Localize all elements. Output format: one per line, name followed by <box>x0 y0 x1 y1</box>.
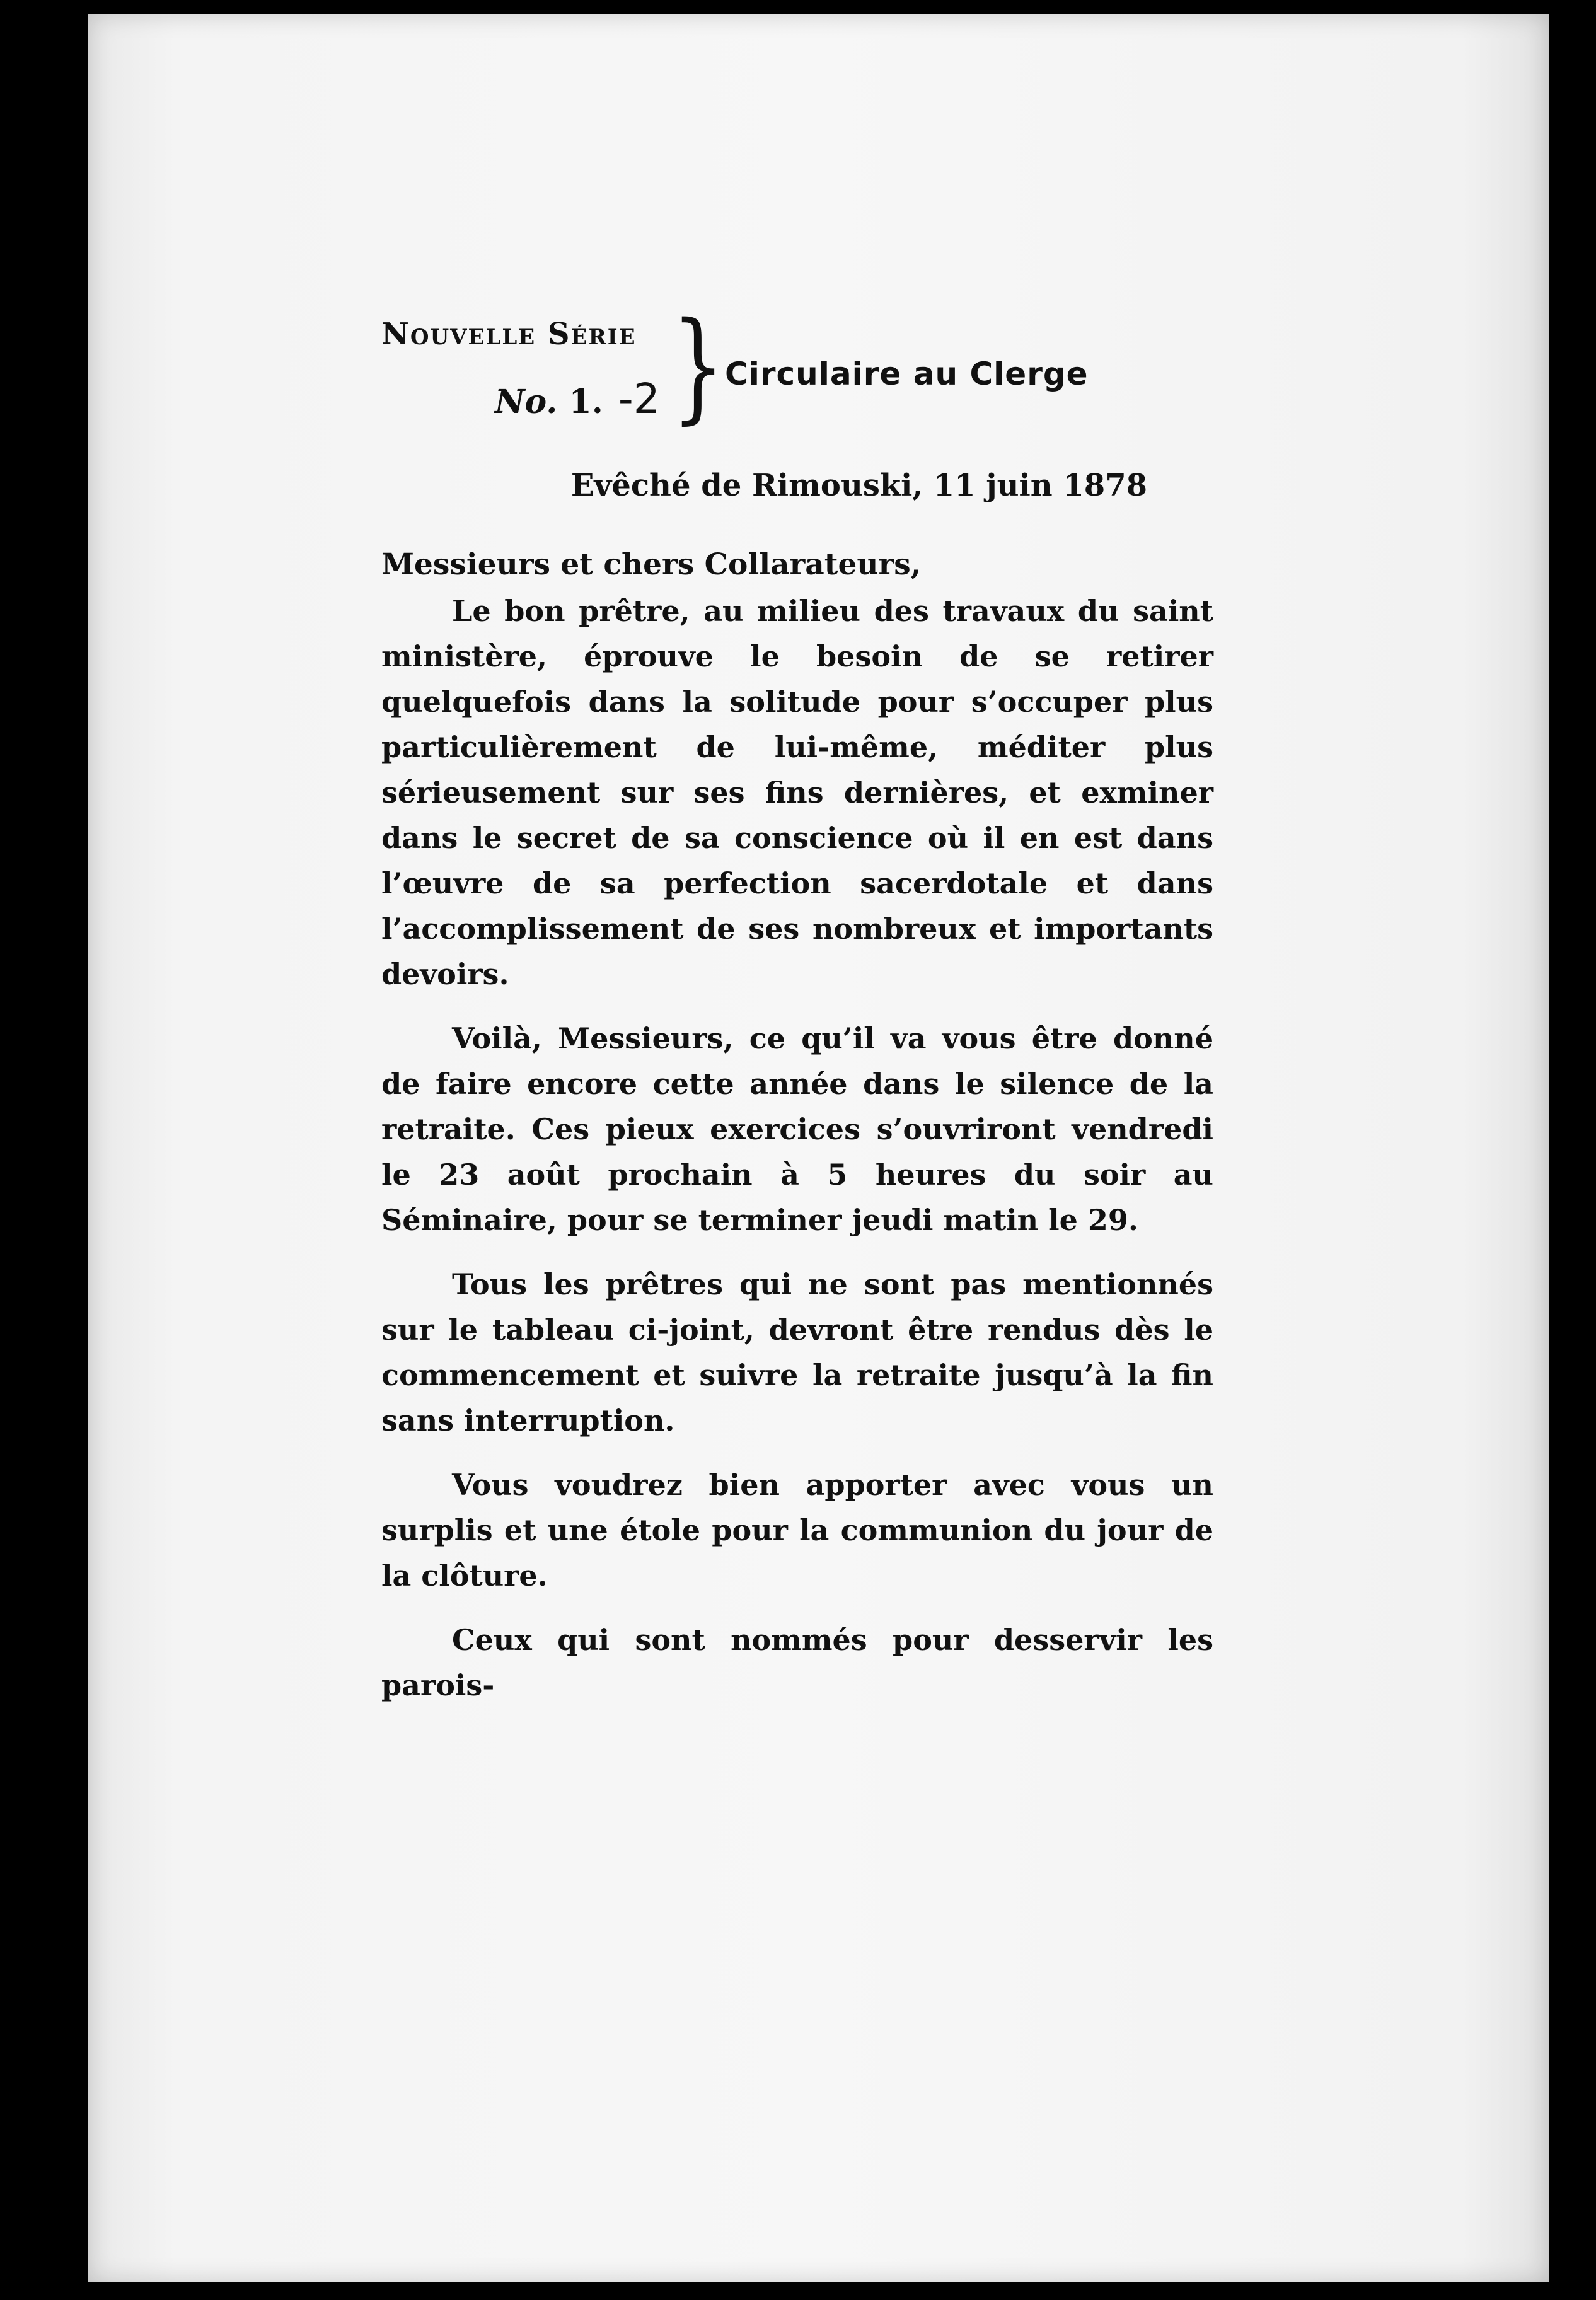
issue-number-line <box>495 375 660 423</box>
series-label: Nouvelle Série <box>381 317 637 352</box>
place-date-line: Evêché de Rimouski, 11 juin 1878 <box>570 468 1147 503</box>
issue-handwritten-annotation: -2 <box>618 375 660 423</box>
paper-page <box>88 14 1549 2282</box>
issue-number: 1. <box>569 383 603 421</box>
body-paragraph-2: Voilà, Messieurs, ce qu’il va vous être donné de faire encore cette année dans le silence de la retraite. Ces pieux exercices s’ouvriront vendredi le 23 août prochain à 5 heures du soir au Séminaire, pour se terminer jeudi matin le 29. <box>381 1021 1213 1237</box>
salutation: Messieurs et chers Collarateurs, <box>381 547 922 582</box>
bleed-through-texture <box>303 386 314 431</box>
body-paragraph-4: Vous voudrez bien apporter avec vous un surplis et une étole pour la communion du jour de la clôture. <box>381 1468 1213 1593</box>
body-paragraph-5: Ceux qui sont nommés pour desservir les parois- <box>381 1623 1213 1702</box>
issue-label: No. <box>495 383 558 421</box>
circular-document <box>381 296 1213 1708</box>
circular-title: Circulaire au Clerge <box>725 356 1089 392</box>
body-paragraph-3: Tous les prêtres qui ne sont pas mentionnés sur le tableau ci-joint, devront être rendus dès le commencement et suivre la retraite jusqu’à la fin sans interruption. <box>381 1267 1213 1438</box>
curly-brace-icon: } <box>671 296 725 436</box>
document-header <box>381 296 1213 436</box>
body-paragraph-1: Le bon prêtre, au milieu des travaux du saint ministère, éprouve le besoin de se retirer quelquefois dans la solitude pour s’occuper plus particulièrement de lui-même, méditer plus sérieusement sur ses fins dernières, et exminer dans le secret de sa conscience où il en est dans l’œuvre de sa perfection sacerdotale et dans l’accomplissement de ses nombreux et importants devoirs. <box>381 594 1213 991</box>
